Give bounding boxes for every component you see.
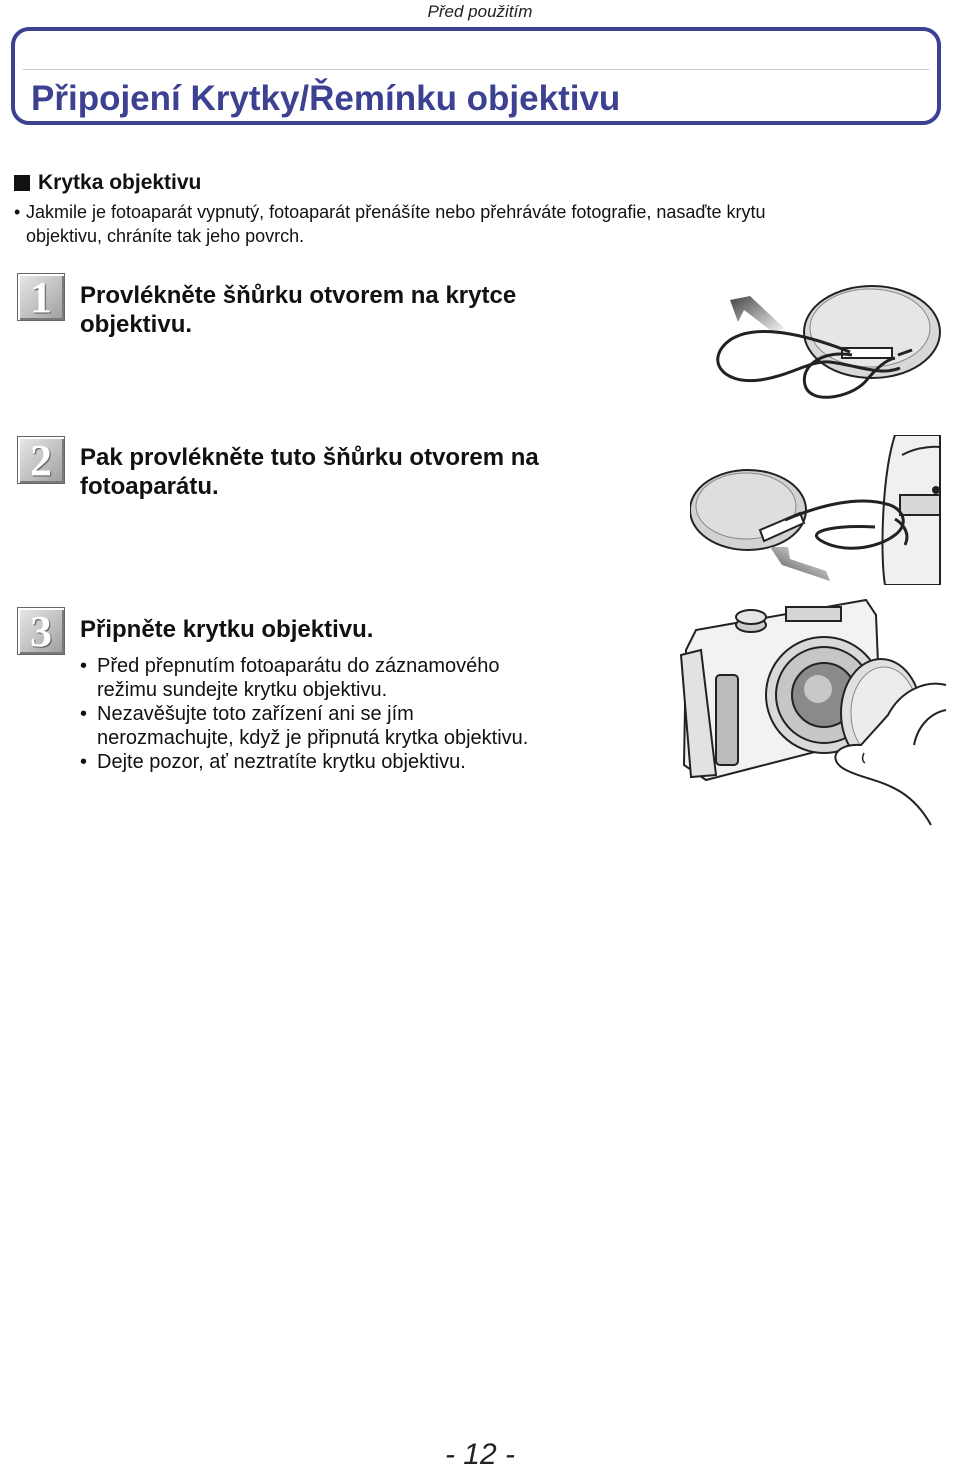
- list-item: • Nezavěšujte toto zařízení ani se jím nerozmachujte, když je připnutá krytka objektivu.: [80, 703, 529, 749]
- title-box: [11, 27, 941, 125]
- step-1-title: Provlékněte šňůrku otvorem na krytce objektivu.: [80, 282, 517, 338]
- arrow-icon: [730, 296, 784, 336]
- camera-with-lens-cap-illustration: [676, 595, 951, 830]
- string-through-camera-illustration: [690, 435, 945, 585]
- step-2-number: 2: [17, 436, 65, 484]
- step-3-bullets: [80, 654, 640, 774]
- title-divider: [23, 69, 929, 70]
- step-1-number: 1: [17, 273, 65, 321]
- bullet-icon: •: [80, 703, 88, 725]
- arrow-icon: [770, 547, 830, 581]
- intro-line: objektivu, chráníte tak jeho povrch.: [26, 226, 305, 246]
- step-3-number: 3: [17, 607, 65, 655]
- step-2-title: Pak provlékněte tuto šňůrku otvorem na fotoaparátu.: [80, 444, 539, 500]
- intro-bullet: [14, 200, 934, 248]
- bullet-icon: •: [80, 751, 88, 773]
- list-item: • Dejte pozor, ať neztratíte krytku objektivu.: [80, 751, 466, 773]
- list-item: • Před přepnutím fotoaparátu do záznamového režimu sundejte krytku objektivu.: [80, 655, 500, 701]
- section-heading-text: Krytka objektivu: [38, 171, 202, 194]
- intro-line: Jakmile je fotoaparát vypnutý, fotoaparát přenášíte nebo přehráváte fotografie, nasaďte krytu: [26, 202, 766, 222]
- bullet-icon: •: [80, 655, 88, 677]
- square-bullet-icon: [14, 175, 30, 191]
- page-title: Připojení Krytky/Řemínku objektivu: [31, 79, 621, 118]
- section-heading: [14, 171, 201, 195]
- page-number: - 12 -: [444, 1438, 516, 1471]
- bullet-icon: •: [14, 202, 21, 222]
- step-3-title: Připněte krytku objektivu.: [80, 616, 374, 643]
- lens-cap-string-illustration: [700, 280, 950, 410]
- running-head: Před použitím: [427, 2, 533, 21]
